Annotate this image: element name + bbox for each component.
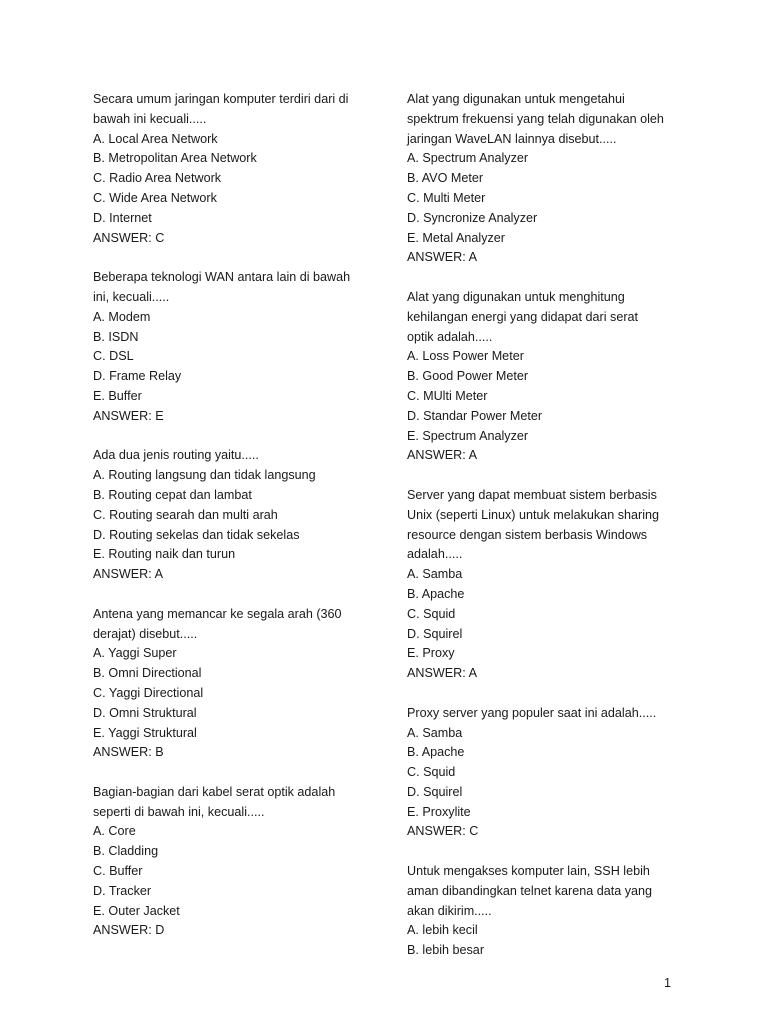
question-block [93, 783, 383, 941]
answer-option: C. MUlti Meter [407, 388, 488, 403]
answer-option: A. Spectrum Analyzer [407, 151, 529, 166]
question-block [93, 605, 383, 763]
question-prompt-line: Unix (seperti Linux) untuk melakukan sharing [407, 507, 659, 522]
question-block [93, 90, 383, 248]
answer-option: E. Yaggi Struktural [93, 725, 197, 740]
question-block [93, 446, 383, 585]
answer-key: ANSWER: D [93, 923, 165, 938]
question-prompt-line: ini, kecuali..... [93, 289, 170, 304]
answer-option: B. Apache [407, 586, 465, 601]
answer-key: ANSWER: A [93, 567, 163, 582]
answer-key: ANSWER: E [93, 408, 164, 423]
answer-key: ANSWER: A [407, 250, 477, 265]
answer-option: D. Squirel [407, 784, 463, 799]
question-prompt-line: seperti di bawah ini, kecuali..... [93, 804, 265, 819]
answer-option: D. Frame Relay [93, 369, 182, 384]
answer-option: E. Routing naik dan turun [93, 547, 236, 562]
question-prompt-line: Server yang dapat membuat sistem berbasis [407, 487, 657, 502]
answer-key: ANSWER: C [407, 824, 479, 839]
question-block [407, 704, 697, 843]
question-prompt-line: bawah ini kecuali..... [93, 111, 207, 126]
answer-option: C. DSL [93, 349, 134, 364]
question-prompt-line: resource dengan sistem berbasis Windows [407, 527, 648, 542]
answer-option: C. Multi Meter [407, 190, 486, 205]
answer-option: B. lebih besar [407, 943, 485, 958]
answer-option: D. Tracker [93, 883, 152, 898]
question-prompt-line: Bagian-bagian dari kabel serat optik adalah [93, 784, 336, 799]
answer-option: B. Good Power Meter [407, 369, 529, 384]
answer-option: A. Yaggi Super [93, 646, 177, 661]
answer-option: E. Buffer [93, 388, 142, 403]
answer-option: D. Omni Struktural [93, 705, 197, 720]
answer-option: B. Metropolitan Area Network [93, 151, 257, 166]
answer-option: E. Proxylite [407, 804, 471, 819]
answer-option: B. ISDN [93, 329, 139, 344]
answer-option: D. Syncronize Analyzer [407, 210, 538, 225]
answer-option: C. Squid [407, 765, 456, 780]
question-prompt-line: spektrum frekuensi yang telah digunakan oleh [407, 111, 664, 126]
answer-key: ANSWER: A [407, 448, 477, 463]
question-block [93, 268, 383, 426]
answer-key: ANSWER: A [407, 666, 477, 681]
answer-option: D. Internet [93, 210, 152, 225]
answer-option: A. Routing langsung dan tidak langsung [93, 468, 316, 483]
question-block [407, 90, 697, 268]
question-prompt-line: akan dikirim..... [407, 903, 492, 918]
question-prompt-line: optik adalah..... [407, 329, 493, 344]
answer-option: B. Apache [407, 745, 465, 760]
question-prompt-line: Alat yang digunakan untuk menghitung [407, 289, 625, 304]
left-column [93, 90, 383, 961]
answer-option: C. Routing searah dan multi arah [93, 507, 278, 522]
question-prompt-line: aman dibandingkan telnet karena data yang [407, 883, 653, 898]
question-block [407, 486, 697, 684]
answer-option: E. Spectrum Analyzer [407, 428, 529, 443]
answer-option: A. Samba [407, 567, 463, 582]
question-prompt-line: jaringan WaveLAN lainnya disebut..... [407, 131, 617, 146]
question-block [407, 862, 697, 961]
page-number: 1 [664, 976, 672, 990]
question-prompt-line: adalah..... [407, 547, 463, 562]
answer-option: C. Wide Area Network [93, 190, 217, 205]
answer-option: B. Routing cepat dan lambat [93, 487, 252, 502]
question-prompt-line: Beberapa teknologi WAN antara lain di bawah [93, 270, 351, 285]
question-prompt-line: Secara umum jaringan komputer terdiri dari di [93, 92, 349, 106]
answer-option: C. Radio Area Network [93, 171, 222, 186]
question-block [407, 288, 697, 466]
answer-option: A. Samba [407, 725, 463, 740]
answer-key: ANSWER: B [93, 745, 164, 760]
question-prompt-line: Proxy server yang populer saat ini adalah..... [407, 705, 657, 720]
question-prompt-line: Antena yang memancar ke segala arah (360 [93, 606, 342, 621]
answer-option: A. Modem [93, 309, 151, 324]
answer-option: C. Squid [407, 606, 456, 621]
answer-option: E. Metal Analyzer [407, 230, 505, 245]
answer-option: A. lebih kecil [407, 923, 478, 938]
question-prompt-line: Alat yang digunakan untuk mengetahui [407, 92, 625, 106]
right-column [407, 90, 697, 981]
question-prompt-line: kehilangan energi yang didapat dari serat [407, 309, 639, 324]
answer-key: ANSWER: C [93, 230, 165, 245]
answer-option: B. Cladding [93, 844, 159, 859]
answer-option: A. Local Area Network [93, 131, 218, 146]
answer-option: B. Omni Directional [93, 666, 202, 681]
question-prompt-line: Untuk mengakses komputer lain, SSH lebih [407, 864, 650, 879]
answer-option: D. Squirel [407, 626, 463, 641]
answer-option: D. Routing sekelas dan tidak sekelas [93, 527, 300, 542]
question-prompt-line: Ada dua jenis routing yaitu..... [93, 448, 259, 463]
answer-option: D. Standar Power Meter [407, 408, 543, 423]
answer-option: A. Core [93, 824, 136, 839]
answer-option: A. Loss Power Meter [407, 349, 524, 364]
answer-option: C. Yaggi Directional [93, 685, 204, 700]
answer-option: C. Buffer [93, 864, 143, 879]
answer-option: B. AVO Meter [407, 171, 484, 186]
answer-option: E. Proxy [407, 646, 455, 661]
question-prompt-line: derajat) disebut..... [93, 626, 198, 641]
answer-option: E. Outer Jacket [93, 903, 180, 918]
